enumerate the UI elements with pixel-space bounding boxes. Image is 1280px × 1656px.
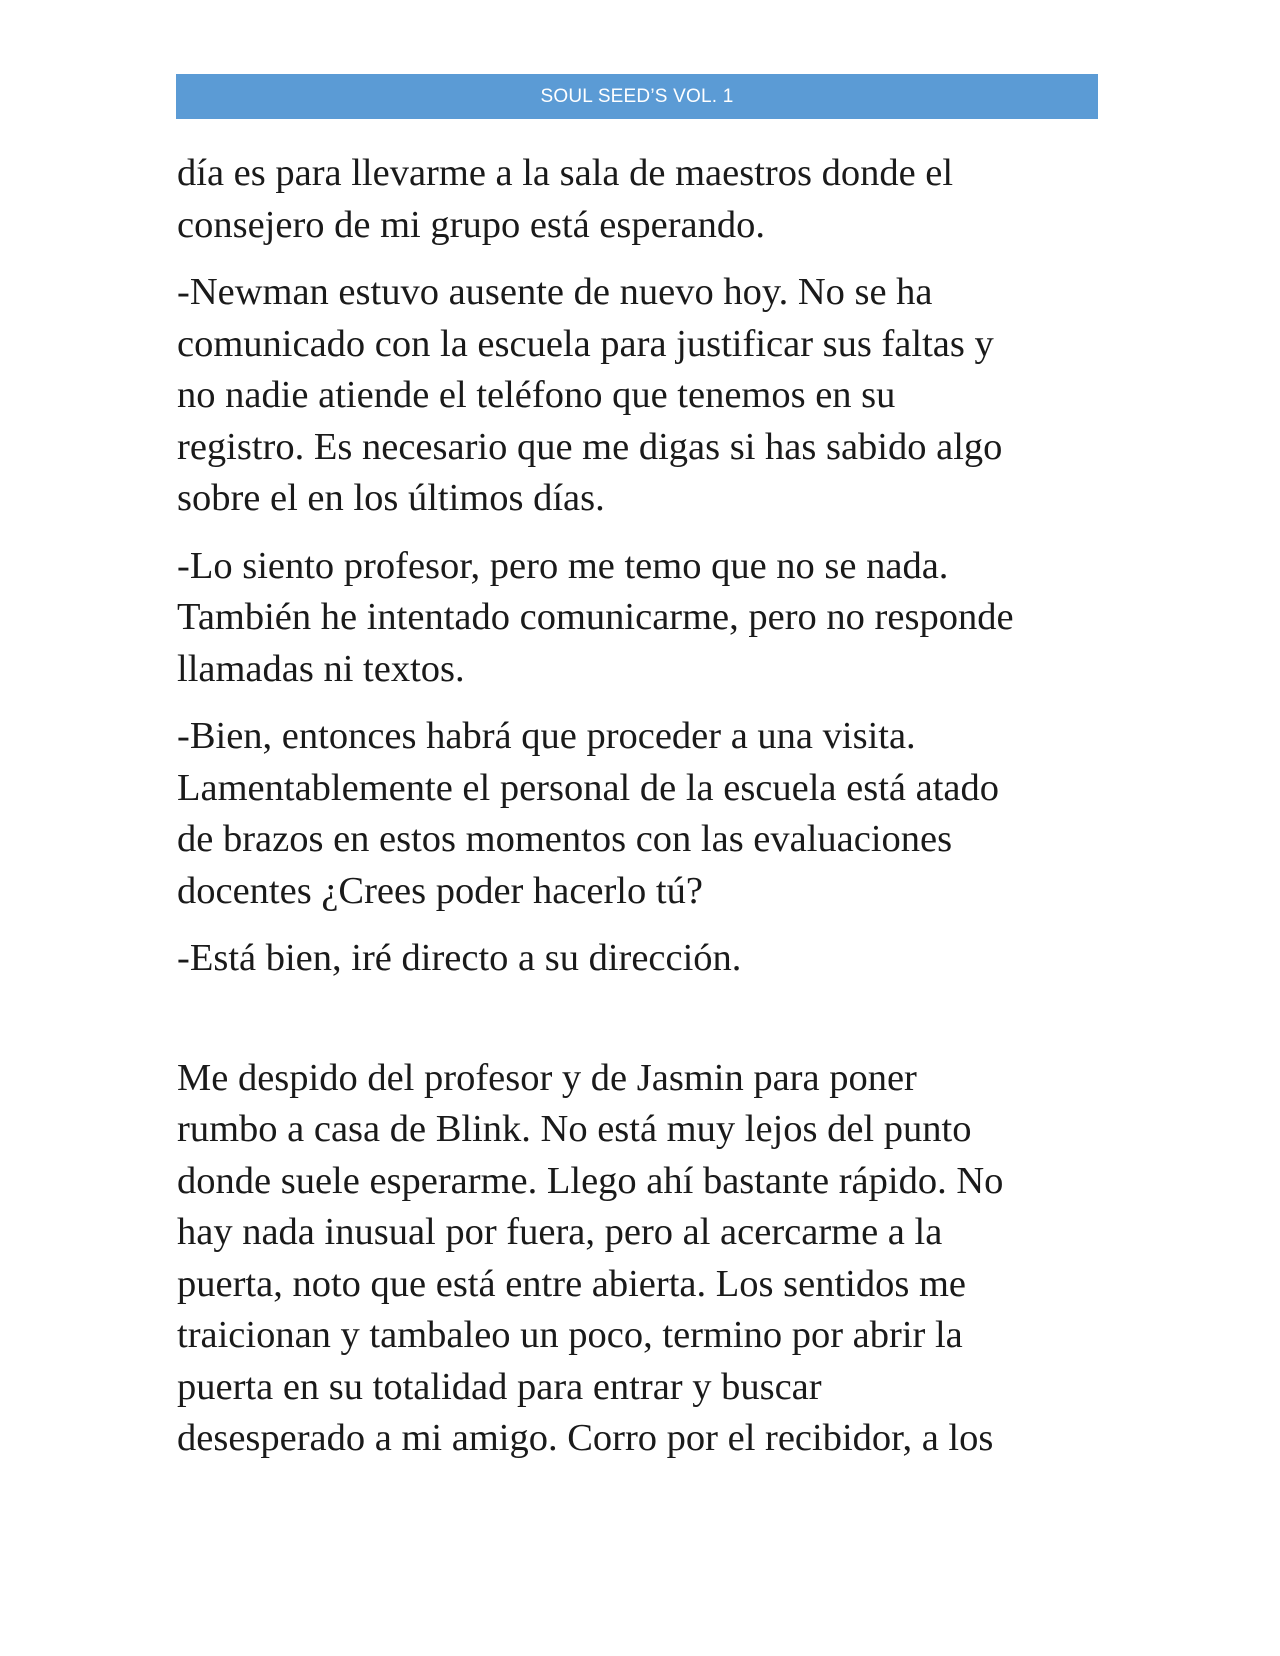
- text-line: puerta en su totalidad para entrar y buscar: [177, 1365, 822, 1408]
- text-line: -Lo siento profesor, pero me temo que no se nada.: [177, 544, 949, 587]
- text-line: comunicado con la escuela para justificar sus faltas y: [177, 322, 994, 365]
- text-line: Me despido del profesor y de Jasmin para poner: [177, 1056, 917, 1099]
- text-line: -Bien, entonces habrá que proceder a una visita.: [177, 715, 916, 757]
- paragraph: [177, 1053, 1107, 1465]
- body-text: [177, 148, 1107, 1465]
- text-line: docentes ¿Crees poder hacerlo tú?: [177, 869, 703, 912]
- text-line: puerta, noto que está entre abierta. Los sentidos me: [177, 1262, 966, 1305]
- text-line: También he intentado comunicarme, pero no responde: [177, 596, 1014, 638]
- text-line: -Newman estuvo ausente de nuevo hoy. No se ha: [177, 271, 933, 313]
- text-line: sobre el en los últimos días.: [177, 477, 605, 519]
- text-line: traicionan y tambaleo un poco, termino por abrir la: [177, 1314, 963, 1356]
- text-line: no nadie atiende el teléfono que tenemos en su: [177, 374, 896, 416]
- text-line: hay nada inusual por fuera, pero al acercarme a la: [177, 1211, 943, 1253]
- text-line: desesperado a mi amigo. Corro por el recibidor, a los: [177, 1417, 994, 1459]
- text-line: de brazos en estos momentos con las evaluaciones: [177, 818, 953, 860]
- paragraph: [177, 148, 1107, 251]
- paragraph: [177, 541, 1107, 696]
- running-header: [176, 74, 1098, 119]
- paragraph: [177, 267, 1107, 525]
- text-line: día es para llevarme a la sala de maestros donde el: [177, 152, 954, 194]
- text-line: registro. Es necesario que me digas si has sabido algo: [177, 425, 1003, 468]
- paragraph: [177, 933, 1107, 985]
- paragraph: [177, 711, 1107, 917]
- text-line: rumbo a casa de Blink. No está muy lejos del punto: [177, 1108, 972, 1150]
- text-line: consejero de mi grupo está esperando.: [177, 203, 765, 246]
- header-title: SOUL SEED’S VOL. 1: [540, 85, 734, 107]
- text-line: donde suele esperarme. Llego ahí bastante rápido. No: [177, 1159, 1004, 1202]
- text-line: Lamentablemente el personal de la escuela está atado: [177, 766, 999, 809]
- text-line: -Está bien, iré directo a su dirección.: [177, 937, 742, 979]
- text-line: llamadas ni textos.: [177, 647, 465, 690]
